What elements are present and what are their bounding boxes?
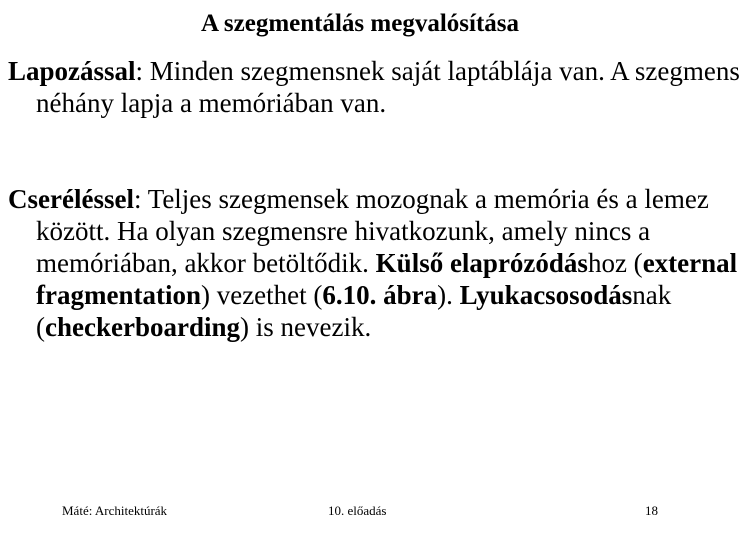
paragraph-swapping-text-6: ) is nevezik.	[240, 312, 372, 342]
figure-reference: 6.10. ábra	[322, 280, 438, 310]
paragraph-swapping	[8, 183, 741, 343]
paragraph-swapping-text-5: nak (	[36, 280, 672, 342]
term-paging: Lapozással	[8, 56, 136, 86]
term-external-fragmentation-en: external fragmentation	[36, 248, 738, 310]
term-checkerboarding-hu: Lyukacsosodás	[459, 280, 633, 310]
paragraph-swapping-text-2: hoz (	[587, 248, 643, 278]
term-checkerboarding-en: checkerboarding	[45, 312, 240, 342]
paragraph-swapping-text-1: : Teljes szegmensek mozognak a memória és a lemez között. Ha olyan szegmensre hivatkozunk, amely nincs a memóriában, akkor betöltődik.	[36, 184, 709, 278]
paragraph-swapping-text-4: ).	[437, 280, 460, 310]
term-swapping: Cseréléssel	[8, 184, 134, 214]
term-external-fragmentation-hu: Külső elaprózódás	[375, 248, 588, 278]
footer-page-number: 18	[645, 503, 658, 518]
footer-course: Máté: Architektúrák	[62, 503, 168, 518]
paragraph-paging	[8, 55, 741, 119]
footer-lecture: 10. előadás	[328, 503, 387, 518]
paragraph-paging-text: : Minden szegmensnek saját laptáblája van. A szegmens néhány lapja a memóriában van.	[36, 56, 740, 118]
slide-title: A szegmentálás megvalósítása	[200, 10, 520, 37]
paragraph-swapping-text-3: ) vezethet (	[200, 280, 323, 310]
